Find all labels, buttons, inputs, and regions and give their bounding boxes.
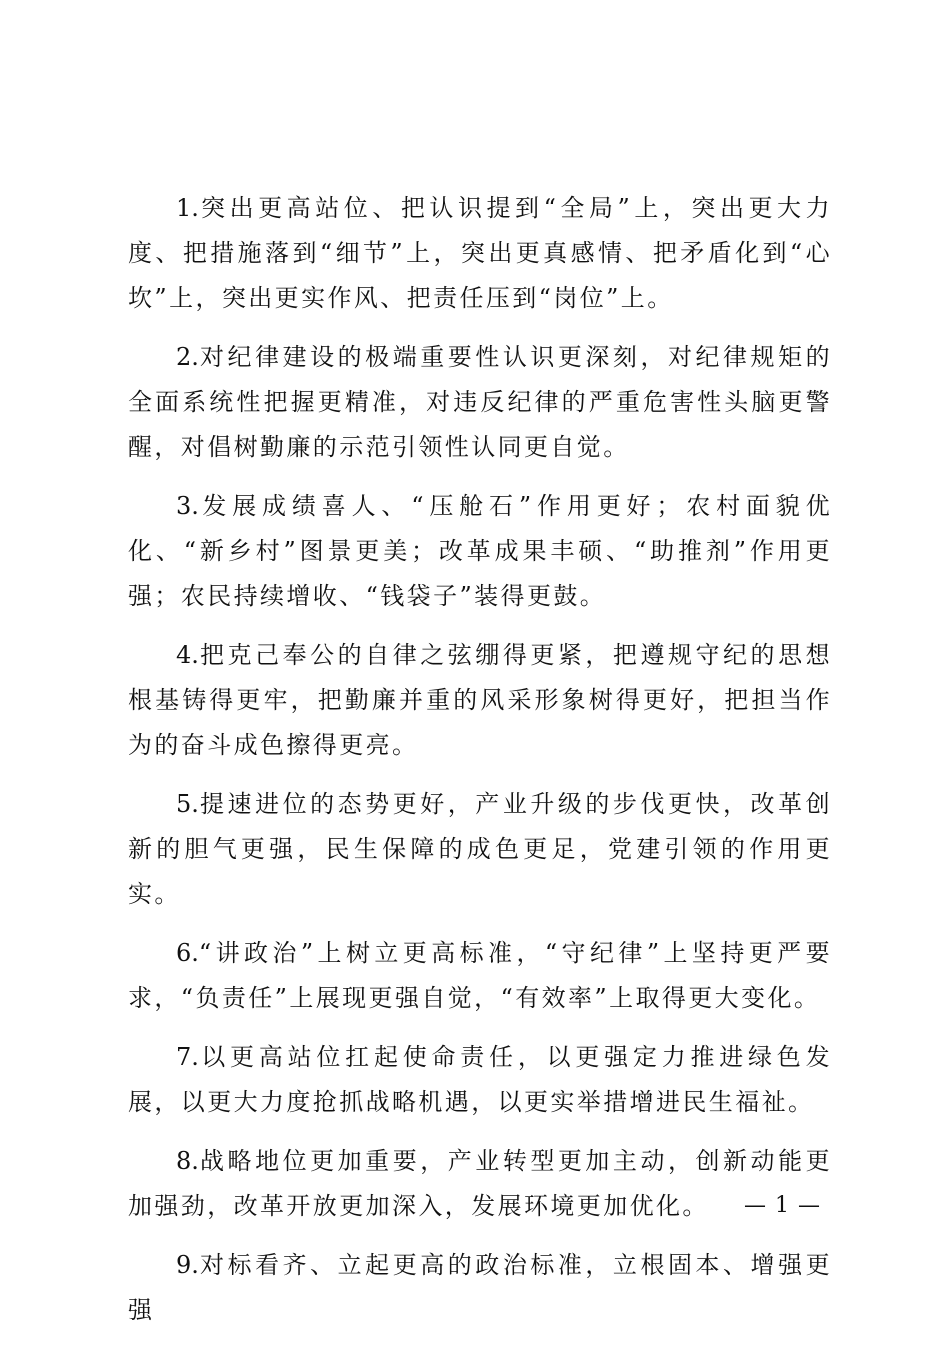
paragraph-text: 提速进位的态势更好，产业升级的步伐更快，改革创新的胆气更强，民生保障的成色更足，党建引领的作用更实。 — [128, 790, 832, 908]
paragraph-number: 1. — [176, 194, 199, 222]
paragraph-number: 4. — [176, 641, 199, 669]
paragraph-text: “讲政治”上树立更高标准，“守纪律”上坚持更严要求，“负责任”上展现更强自觉，“有效率”上取得更大变化。 — [128, 939, 832, 1012]
paragraph-text: 以更高站位扛起使命责任，以更强定力推进绿色发展，以更大力度抢抓战略机遇，以更实举措增进民生福祉。 — [128, 1043, 832, 1116]
paragraph-text: 战略地位更加重要，产业转型更加主动，创新动能更加强劲，改革开放更加深入，发展环境更加优化。 — [128, 1147, 832, 1220]
paragraph-number: 9. — [176, 1251, 199, 1279]
document-body — [128, 186, 832, 1347]
paragraph-2 — [128, 335, 832, 470]
paragraph-number: 3. — [176, 492, 199, 520]
paragraph-number: 7. — [176, 1043, 199, 1071]
paragraph-number: 6. — [176, 939, 199, 967]
paragraph-1 — [128, 186, 832, 321]
paragraph-text: 突出更高站位、把认识提到“全局”上，突出更大力度、把措施落到“细节”上，突出更真感情、把矛盾化到“心坎”上，突出更实作风、把责任压到“岗位”上。 — [128, 194, 832, 312]
paragraph-number: 2. — [176, 343, 199, 371]
paragraph-number: 5. — [176, 790, 199, 818]
paragraph-number: 8. — [176, 1147, 199, 1175]
paragraph-4 — [128, 633, 832, 768]
paragraph-3 — [128, 484, 832, 619]
paragraph-9 — [128, 1243, 832, 1333]
paragraph-text: 对纪律建设的极端重要性认识更深刻，对纪律规矩的全面系统性把握更精准，对违反纪律的严重危害性头脑更警醒，对倡树勤廉的示范引领性认同更自觉。 — [128, 343, 832, 461]
paragraph-8 — [128, 1139, 832, 1229]
paragraph-text: 发展成绩喜人、“压舱石”作用更好；农村面貌优化、“新乡村”图景更美；改革成果丰硕、“助推剂”作用更强；农民持续增收、“钱袋子”装得更鼓。 — [128, 492, 832, 610]
page-number: — 1 — — [744, 1193, 821, 1218]
paragraph-6 — [128, 931, 832, 1021]
paragraph-5 — [128, 782, 832, 917]
paragraph-text: 对标看齐、立起更高的政治标准，立根固本、增强更强 — [128, 1251, 832, 1324]
paragraph-7 — [128, 1035, 832, 1125]
paragraph-text: 把克己奉公的自律之弦绷得更紧，把遵规守纪的思想根基铸得更牢，把勤廉并重的风采形象树得更好，把担当作为的奋斗成色擦得更亮。 — [128, 641, 832, 759]
